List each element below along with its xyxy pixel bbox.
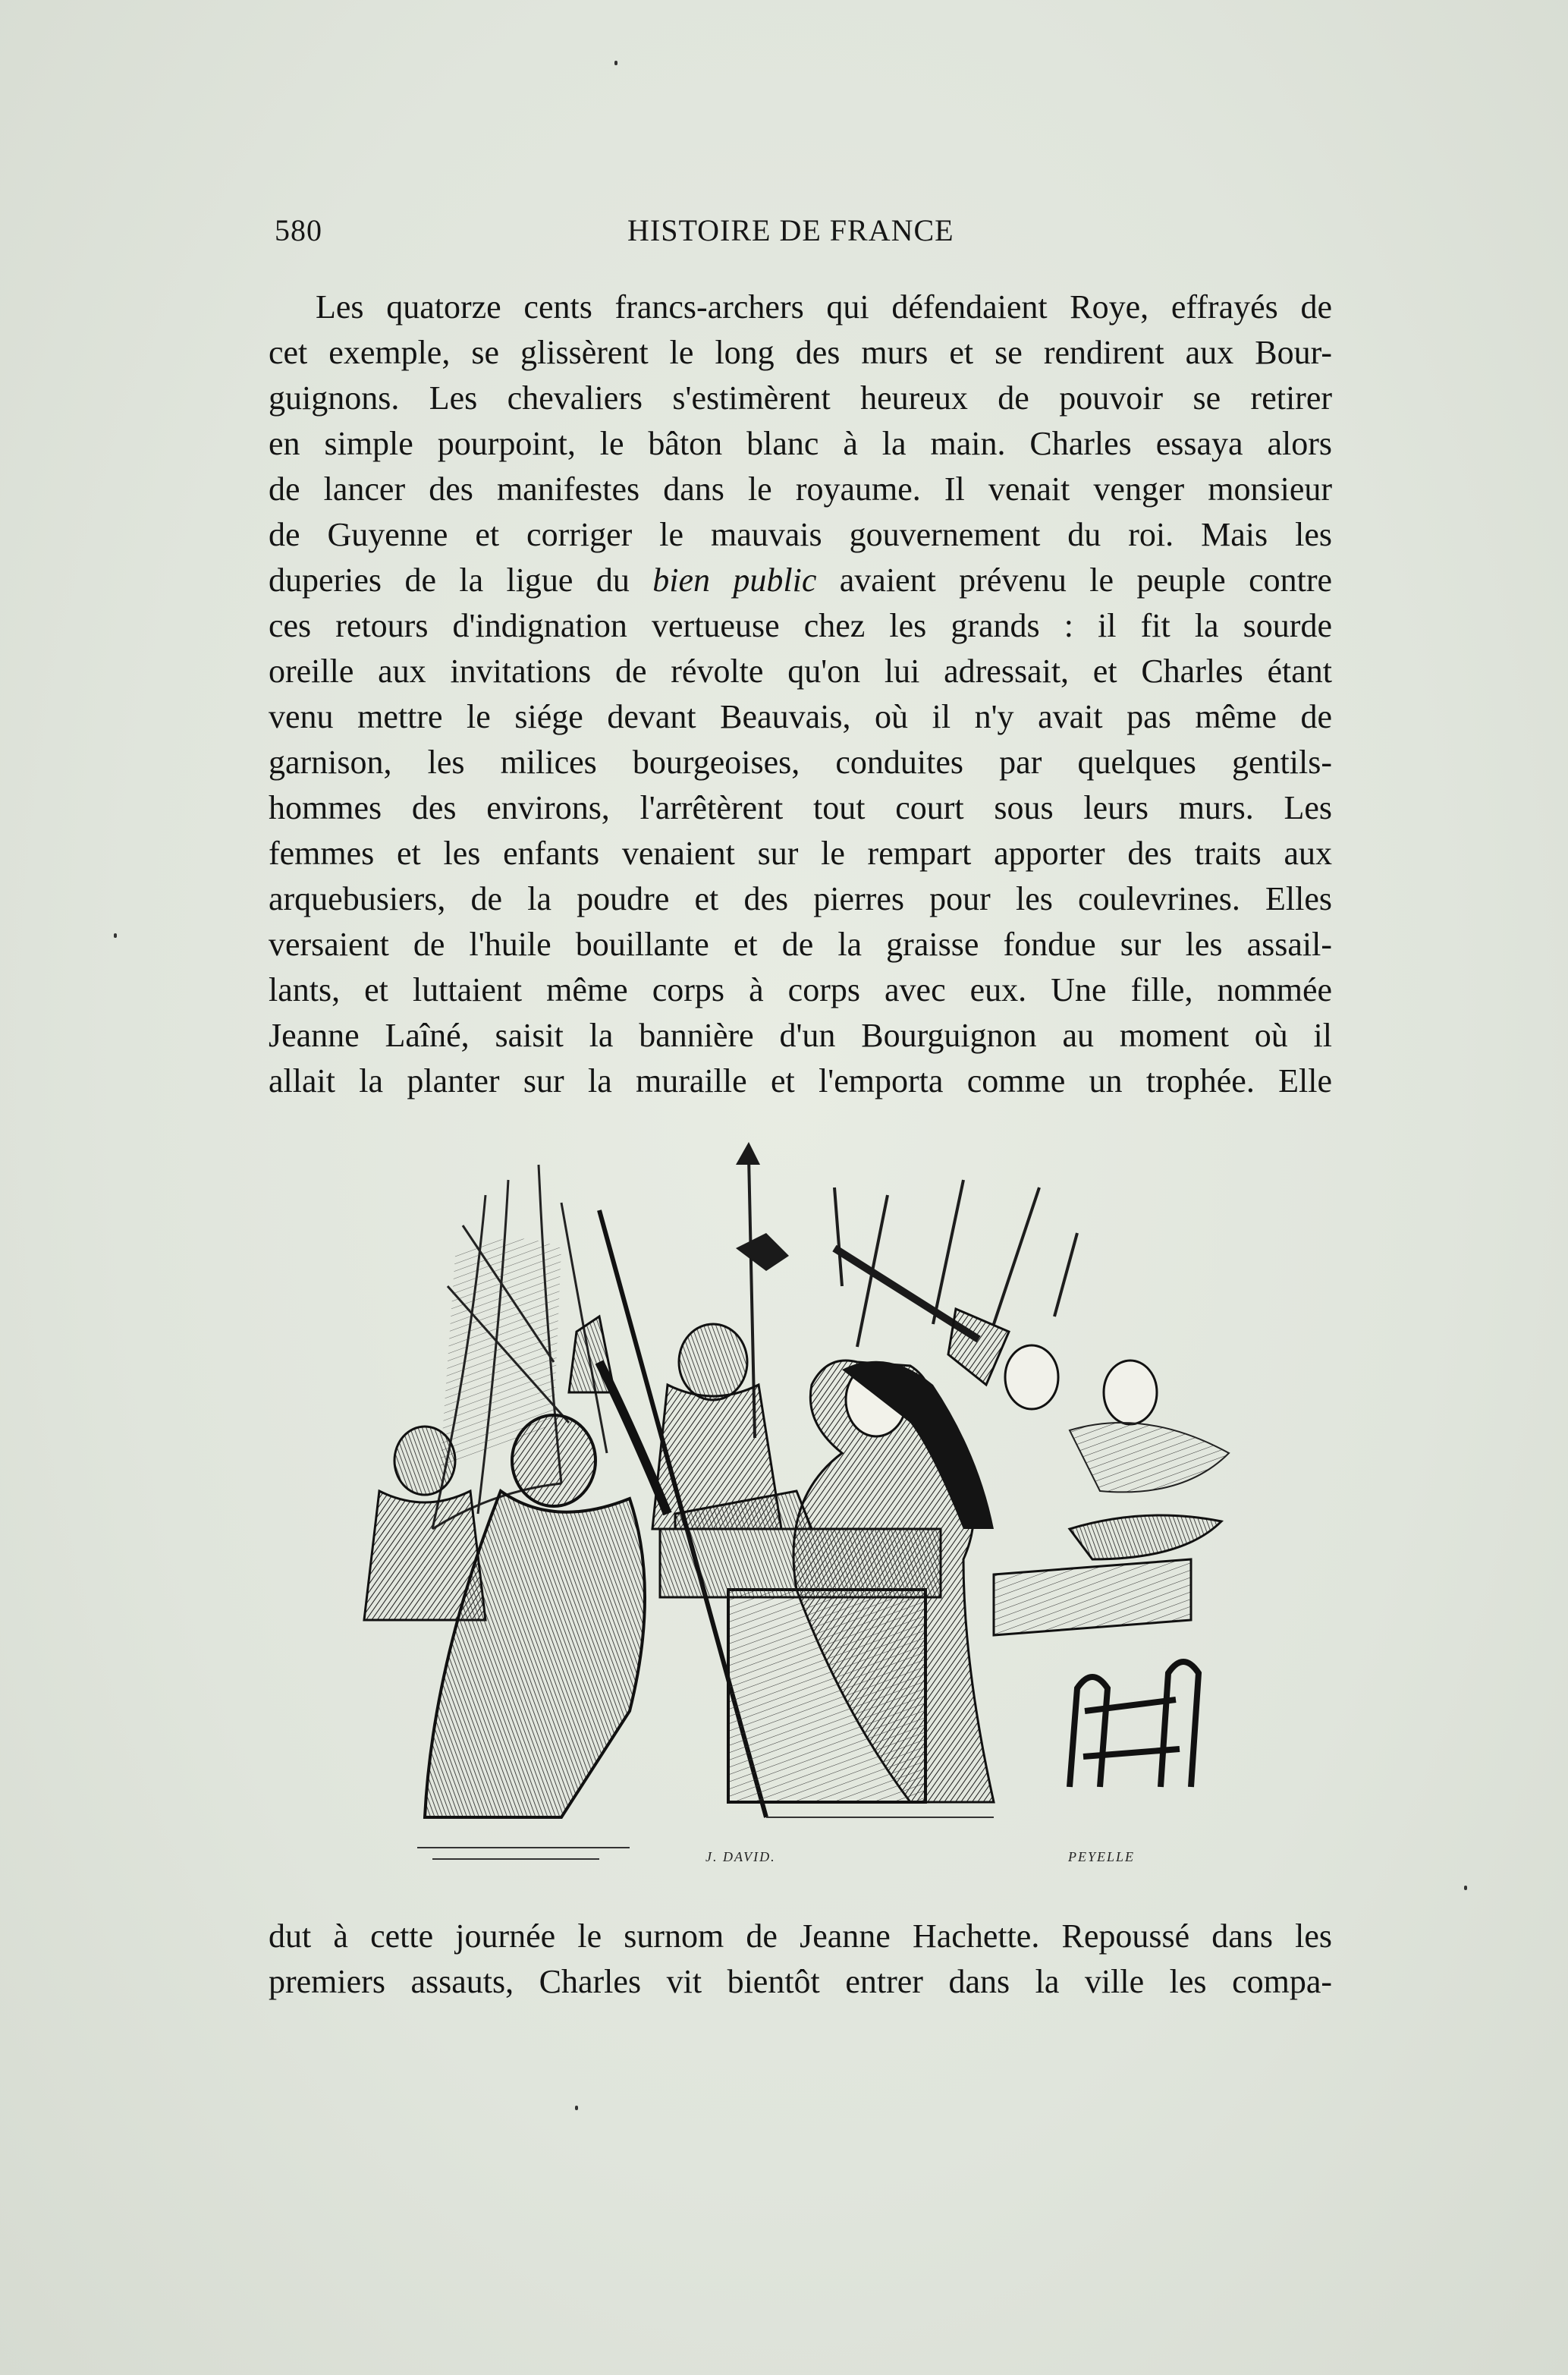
text-line: dut à cette journée le surnom de Jeanne Hachette. Repoussé dans les bbox=[269, 1917, 1332, 1955]
text-line: en simple pourpoint, le bâton blanc à la main. Charles essaya alors bbox=[269, 425, 1332, 462]
main-paragraph bbox=[269, 285, 1332, 1104]
page-number: 580 bbox=[275, 213, 322, 247]
text-segment: duperies de la ligue du bbox=[269, 562, 630, 599]
rampart bbox=[660, 1529, 1191, 1802]
engraving-illustration bbox=[311, 1134, 1274, 1901]
paper-speck bbox=[114, 933, 117, 938]
text-line: Jeanne Laîné, saisit la bannière d'un Bourguignon au moment où il bbox=[269, 1017, 1332, 1054]
paper-speck bbox=[575, 2106, 578, 2110]
women-background bbox=[1005, 1345, 1229, 1559]
paper-speck bbox=[614, 61, 617, 65]
text-line: Les quatorze cents francs-archers qui défendaient Roye, effrayés de bbox=[316, 288, 1332, 326]
engraver-credit-left: J. DAVID. bbox=[705, 1849, 776, 1864]
text-line: oreille aux invitations de révolte qu'on lui adressait, et Charles étant bbox=[269, 653, 1332, 690]
page-header bbox=[275, 212, 1337, 258]
text-segment: avaient prévenu le peuple contre bbox=[839, 562, 1333, 599]
paper-speck bbox=[1464, 1886, 1467, 1890]
continuation-paragraph bbox=[269, 1914, 1332, 2005]
text-line: garnison, les milices bourgeoises, conduites par quelques gentils- bbox=[269, 744, 1332, 781]
text-line: de Guyenne et corriger le mauvais gouvernement du roi. Mais les bbox=[269, 516, 1332, 553]
text-line: femmes et les enfants venaient sur le rempart apporter des traits aux bbox=[269, 835, 1332, 872]
text-line: cet exemple, se glissèrent le long des murs et se rendirent aux Bour- bbox=[269, 334, 1332, 371]
text-line: venu mettre le siége devant Beauvais, où il n'y avait pas même de bbox=[269, 698, 1332, 735]
pike-tip bbox=[736, 1142, 760, 1165]
text-line: versaient de l'huile bouillante et de la graisse fondue sur les assail- bbox=[269, 926, 1332, 963]
text-line: lants, et luttaient même corps à corps avec eux. Une fille, nommée bbox=[269, 971, 1332, 1008]
text-line: hommes des environs, l'arrêtèrent tout court sous leurs murs. Les bbox=[269, 789, 1332, 826]
text-line: de lancer des manifestes dans le royaume. Il venait venger monsieur bbox=[269, 470, 1332, 508]
text-line: premiers assauts, Charles vit bientôt entrer dans la ville les compa- bbox=[269, 1963, 1332, 2000]
text-line-mixed bbox=[269, 558, 1332, 603]
italic-phrase: bien public bbox=[652, 562, 817, 599]
siege-ladder bbox=[1070, 1662, 1199, 1787]
engraving-scene bbox=[311, 1134, 1274, 1901]
engraver-credit-right: PEYELLE bbox=[1068, 1849, 1136, 1864]
halberd-blade bbox=[736, 1233, 789, 1271]
running-title: HISTOIRE DE FRANCE bbox=[627, 213, 954, 247]
text-line: allait la planter sur la muraille et l'emporta comme un trophée. Elle bbox=[269, 1062, 1332, 1099]
text-line: arquebusiers, de la poudre et des pierres pour les coulevrines. Elles bbox=[269, 880, 1332, 917]
text-line: guignons. Les chevaliers s'estimèrent heureux de pouvoir se retirer bbox=[269, 379, 1332, 417]
text-line: ces retours d'indignation vertueuse chez les grands : il fit la sourde bbox=[269, 607, 1332, 644]
